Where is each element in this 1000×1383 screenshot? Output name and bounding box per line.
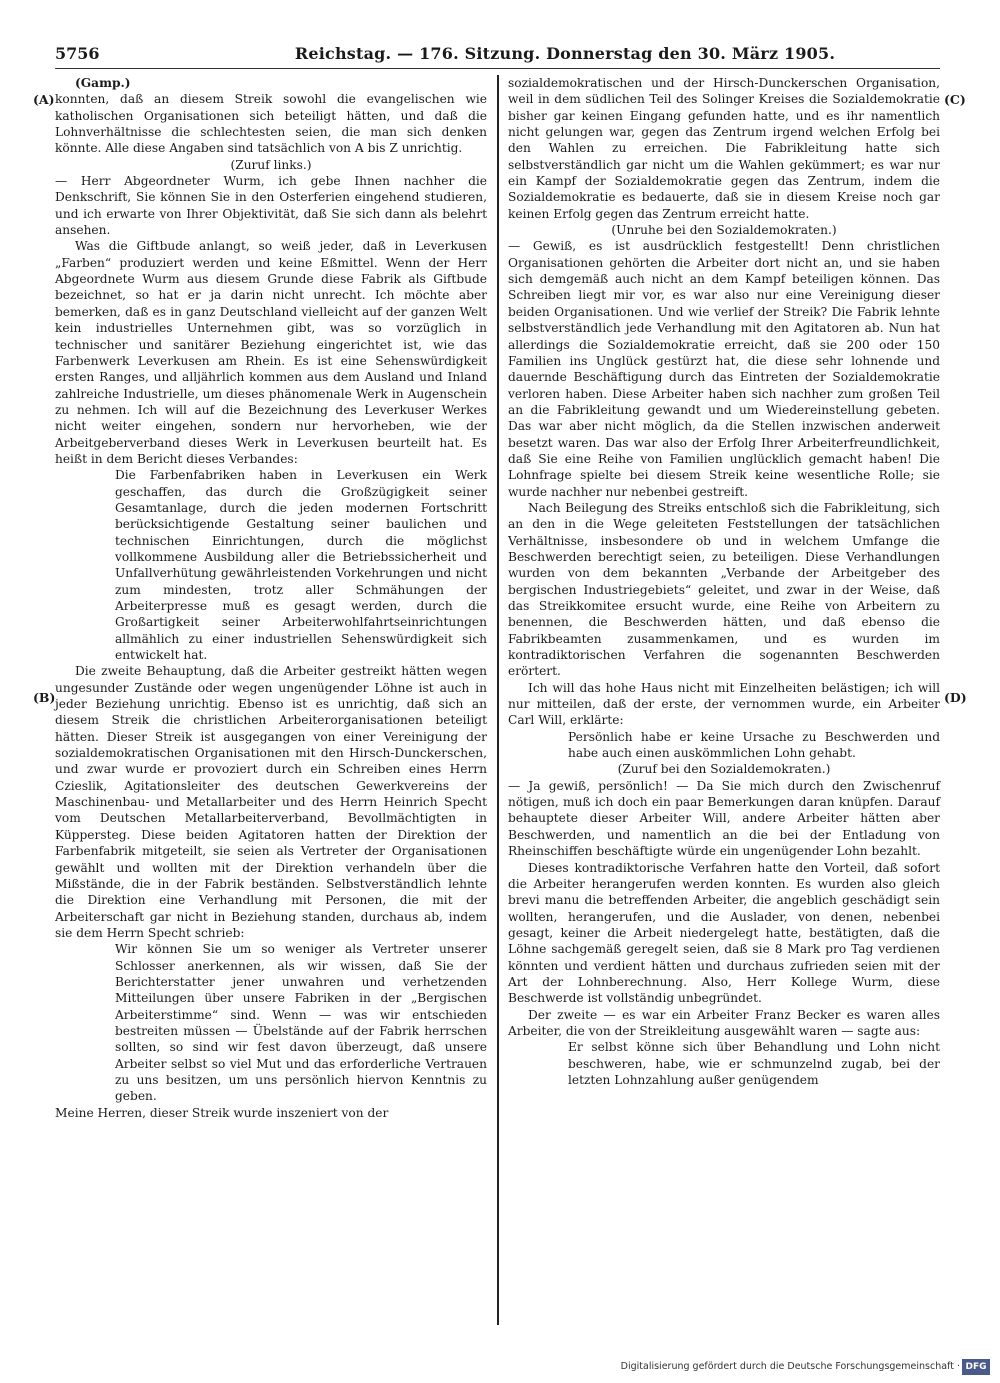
paragraph: Ich will das hohe Haus nicht mit Einzelheiten belästigen; ich will nur mitteilen, daß der erste, der vernommen wurde, ein Arbeiter Carl Will, erklärte: xyxy=(508,680,940,728)
right-column xyxy=(508,75,940,1088)
block-quote: Wir können Sie um so weniger als Vertreter unserer Schlosser anerkennen, als wir wissen, daß Sie der Berichterstatter jener unwahren und verhetzenden Mitteilungen über unsere Fabriken in der „Bergischen Arbeiterstimme“ sind. Wenn — was wir entschieden bestreiten müssen — Übelstände auf der Fabrik herrschen sollten, so sind wir fest davon überzeugt, daß unsere Arbeiter selbst so viel Mut und das erforderliche Vertrauen zu uns besitzen, um uns persönlich hiervon Kenntnis zu geben. xyxy=(115,942,487,1104)
paragraph: — Ja gewiß, persönlich! — Da Sie mich durch den Zwischenruf nötigen, muß ich doch ein paar Bemerkungen daran knüpfen. Darauf behauptete dieser Arbeiter Will, andere Arbeiter hätten aber Beschwerden, und namentlich an die bei der Entladung von Rheinschiffen beschäftigte würde ein ungenügender Lohn bezahlt. xyxy=(508,778,940,859)
paragraph: — Herr Abgeordneter Wurm, ich gebe Ihnen nachher die Denkschrift, Sie können Sie in den Osterferien eingehend studieren, und ich erwarte von Ihrer Objektivität, daß Sie sich dann als belehrt ansehen. xyxy=(55,174,487,238)
paragraph: Meine Herren, dieser Streik wurde inszeniert von der xyxy=(55,1105,389,1120)
block-quote: Persönlich habe er keine Ursache zu Beschwerden und habe auch einen auskömmlichen Lohn gehabt. xyxy=(568,729,940,761)
paragraph: Was die Giftbude anlangt, so weiß jeder, daß in Leverkusen „Farben“ produziert werden und keine Eßmittel. Wenn der Herr Abgeordnete Wurm aus diesem Grunde diese Fabrik als Giftbude bezeichnet, so hat er ja darin nicht unrecht. Ich möchte aber bemerken, daß es in ganz Deutschland vielleicht auf der ganzen Welt kein industrielles Unternehmen gibt, was so vorzüglich in technischer und sanitärer Beziehung eingerichtet ist, wie das Farbenwerk Leverkusen am Rhein. Es ist eine Sehenswürdigkeit ersten Ranges, und alljährlich kommen aus dem Ausland und Inland zahlreiche Industrielle, um dieses phänomenale Werk in Augenschein zu nehmen. Ich will auf die Bezeichnung des Leverkuser Werkes nicht weiter eingehen, sondern nur hervorheben, wie der Arbeitgeberverband dieses Werk in Leverkusen beurteilt hat. Es heißt in dem Bericht dieses Verbandes: xyxy=(55,239,487,466)
paragraph: sozialdemokratischen und der Hirsch-Dunckerschen Organisation, weil in dem südlichen Teil des Solinger Kreises die Sozialdemokratie bisher gar keinen Eingang gefunden hatte, und es ihr namentlich nicht gelungen war, gegen das Zentrum irgend welchen Erfolg bei den Wahlen zu erreichen. Die Fabrikleitung hatte sich selbstverständlich gar nicht um die Wahlen gekümmert; es war nur ein Kampf der Sozialdemokratie gegen das Zentrum, indem die Sozialdemokratie es bedauerte, daß sie in diesem Kreise noch gar keinen Erfolg gegen das Zentrum erreicht hatte. xyxy=(508,76,940,221)
paragraph: Die zweite Behauptung, daß die Arbeiter gestreikt hätten wegen ungesunder Zustände oder wegen ungenügender Löhne ist auch in jeder Beziehung unrichtig. Ebenso ist es unrichtig, daß sich an diesem Streik die christlichen Arbeiterorganisationen beteiligt hätten. Dieser Streik ist ausgegangen von einer Vereinigung der sozialdemokratischen Organisationen mit den Hirsch-Dunckerschen, und zwar wurde er provoziert durch ein Schreiben eines Herrn Czieslik, Agitationsleiter des deutschen Gewerkvereins der Maschinenbau- und Metallarbeiter und des Herrn Heinrich Specht vom Deutschen Metallarbeiterverband, Bevollmächtigten in Küppersteg. Diese beiden Agitatoren hatten der Direktion der Farbenfabrik mitgeteilt, sie seien als Vertreter der Organisationen gewählt und wollten mit der Direktion verhandeln über die Mißstände, die in der Fabrik beständen. Selbstverständlich lehnte die Direktion eine Verhandlung mit Personen, die mit der Arbeiterschaft gar nicht in Beziehung standen, durchaus ab, indem sie dem Herrn Specht schrieb: xyxy=(55,664,487,940)
block-quote: Er selbst könne sich über Behandlung und Lohn nicht beschweren, habe, wie er schmunzelnd zugab, bei der letzten Lohnzahlung außer genügendem xyxy=(568,1040,940,1087)
paragraph: Der zweite — es war ein Arbeiter Franz Becker es waren alles Arbeiter, die von der Streikleitung ausgewählt waren — sagte aus: xyxy=(508,1007,940,1038)
dfg-logo: DFG xyxy=(962,1359,990,1375)
margin-mark-a: (A) xyxy=(33,92,55,107)
page-number: 5756 xyxy=(55,44,100,63)
paragraph: Nach Beilegung des Streiks entschloß sich die Fabrikleitung, sich an den in die Wege geleiteten Feststellungen der tatsächlichen Verhältnisse, insbesondere ob und in welchem Umfange die Beschwerden berechtigt seien, zu beteiligen. Diese Verhandlungen wurden von dem bekannten „Verbande der Arbeitgeber des bergischen Industriegebiets“ geleitet, und zwar in der Weise, daß das Streikkomitee ersucht wurde, eine Reihe von Arbeitern zu benennen, die Beschwerden hätten, und daß ebenso die Fabrikbeamten zusammenkamen, und es wurden im kontradiktorischen Verfahren die sogenannten Beschwerden erörtert. xyxy=(508,500,940,679)
page-header xyxy=(55,44,940,68)
running-title: Reichstag. — 176. Sitzung. Donnerstag den 30. März 1905. xyxy=(294,44,836,63)
column-divider xyxy=(497,75,499,1325)
left-column xyxy=(55,75,487,1121)
digitization-credit: Digitalisierung gefördert durch die Deutsche Forschungsgemeinschaft · xyxy=(620,1361,960,1372)
paragraph: — Gewiß, es ist ausdrücklich festgestellt! Denn christlichen Organisationen gehörten die Arbeiter dort nicht an, und sie haben sich demgemäß auch nicht an dem Kampf beteiligen können. Das Schreiben liegt mir vor, es war also nur eine Vereinigung dieser beiden Organisationen. Und wie verlief der Streik? Die Fabrik lehnte selbstverständlich jede Verhandlung mit den Agitatoren ab. Nun hat allerdings die Sozialdemokratie erreicht, daß sie 200 oder 150 Familien ins Unglück gestürzt hat, die diese sehr lohnende und dauernde Beschäftigung durch das Eintreten der Sozialdemokratie verloren haben. Diese Arbeiter haben sich nachher zum großen Teil an die Fabrikleitung gewandt und um Wiedereinstellung gebeten. Das war aber nicht möglich, da die Stellen inzwischen anderweit besetzt waren. Das war also der Erfolg Ihrer Arbeiterfreundlichkeit, daß Sie eine Reihe von Familien unglücklich gemacht haben! Die Lohnfrage spielte bei diesem Streik keine wesentliche Rolle; sie wurde nachher nur nebenbei gestreift. xyxy=(508,239,940,499)
header-rule xyxy=(55,68,940,69)
interjection: (Unruhe bei den Sozialdemokraten.) xyxy=(611,223,837,238)
interjection: (Zuruf links.) xyxy=(230,157,312,172)
interjection: (Zuruf bei den Sozialdemokraten.) xyxy=(617,762,831,777)
margin-mark-c: (C) xyxy=(944,92,966,107)
margin-mark-d: (D) xyxy=(944,690,967,705)
margin-mark-b: (B) xyxy=(33,690,56,705)
paragraph: Dieses kontradiktorische Verfahren hatte den Vorteil, daß sofort die Arbeiter herangerufen werden konnten. Es wurden also gleich brevi manu die betreffenden Arbeiter, die angeblich geschädigt sein wollten, herangerufen, und die Auslader, von denen, nebenbei gesagt, keiner die Arbeit niedergelegt hatte, bestätigten, daß die Löhne sachgemäß geregelt seien, daß sie 8 Mark pro Tag verdienen könnten und verdient hätten und durchaus zufrieden seien mit der Art der Lohnberechnung. Also, Herr Kollege Wurm, diese Beschwerde ist vollständig unbegründet. xyxy=(508,860,940,1006)
paragraph: konnten, daß an diesem Streik sowohl die evangelischen wie katholischen Organisationen sich beteiligt hätten, und daß die Lohnverhältnisse die schlechtesten seien, die man sich denken könnte. Alle diese Angaben sind tatsächlich von A bis Z unrichtig. xyxy=(55,92,487,156)
speaker-label: (Gamp.) xyxy=(75,76,131,90)
block-quote: Die Farbenfabriken haben in Leverkusen ein Werk geschaffen, das durch die Großzügigkeit seiner Gesamtanlage, durch die jeden modernen Fortschritt berücksichtigende Gestaltung seiner baulichen und technischen Einrichtungen, durch die möglichst vollkommene Ausbildung aller die Betriebssicherheit und Unfallverhütung gewährleistenden Vorkehrungen und nicht zum mindesten, trotz aller Schmähungen der Arbeiterpresse muß es gesagt werden, durch die Großartigkeit seiner Arbeiterwohlfahrtseinrichtungen allmählich zu einer industriellen Sehenswürdigkeit sich entwickelt hat. xyxy=(115,468,487,663)
